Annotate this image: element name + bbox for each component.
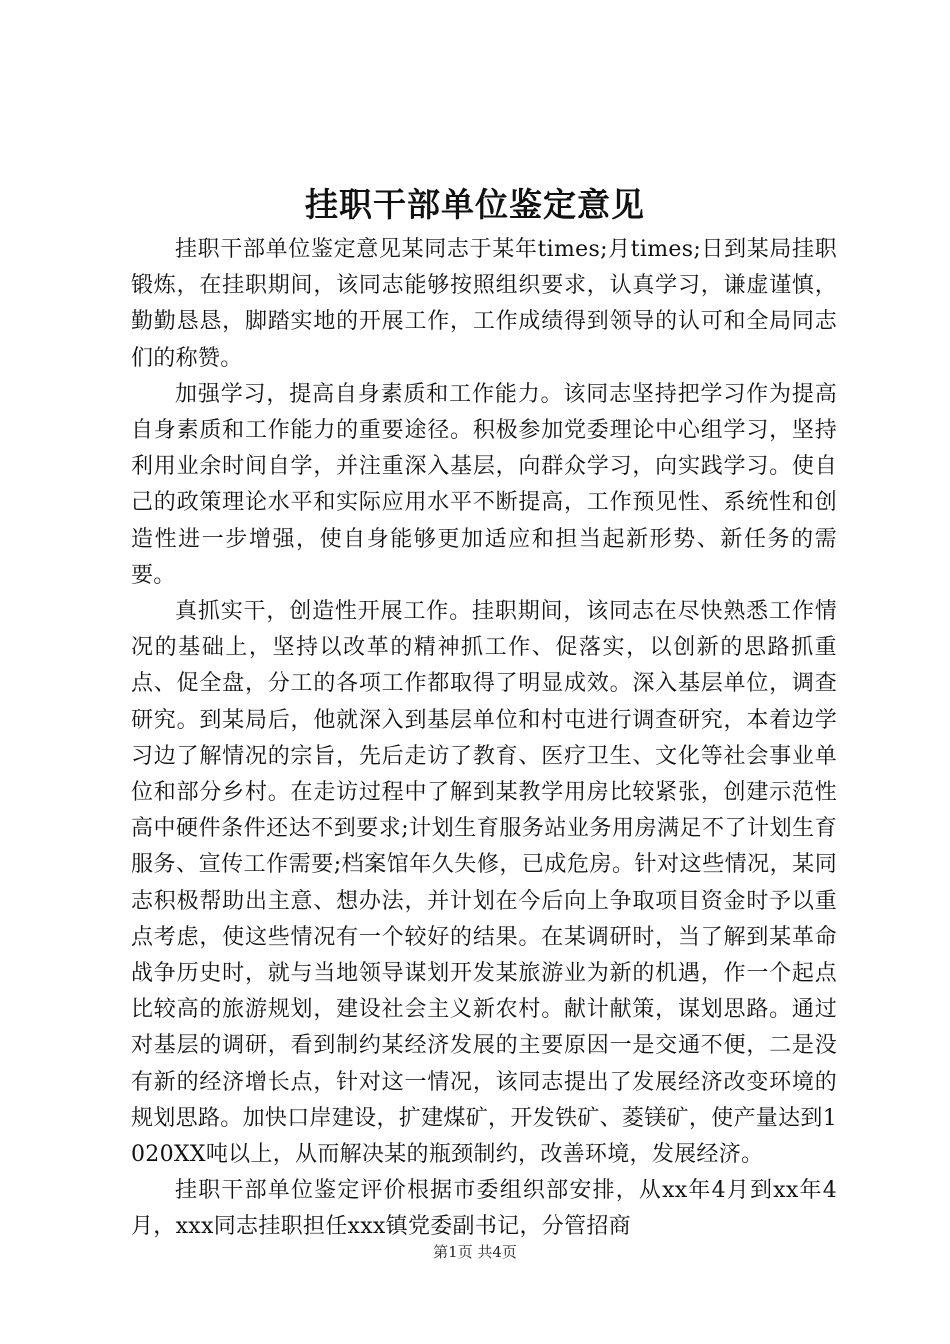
body-paragraph-3: 真抓实干，创造性开展工作。挂职期间，该同志在尽快熟悉工作情况的基础上，坚持以改革的精神抓工作、促落实，以创新的思路抓重点、促全盘，分工的各项工作都取得了明显成效。深入基层单位，调查研究。到某局后，他就深入到基层单位和村屯进行调查研究，本着边学习边了解情况的宗旨，先后走访了教育、医疗卫生、文化等社会事业单位和部分乡村。在走访过程中了解到某教学用房比较紧张，创建示范性高中硬件条件还达不到要求;计划生育服务站业务用房满足不了计划生育服务、宣传工作需要;档案馆年久失修，已成危房。针对这些情况，某同志积极帮助出主意、想办法，并计划在今后向上争取项目资金时予以重点考虑，使这些情况有一个较好的结果。在某调研时，当了解到某革命战争历史时，就与当地领导谋划开发某旅游业为新的机遇，作一个起点比较高的旅游规划，建设社会主义新农村。献计献策，谋划思路。通过对基层的调研，看到制约某经济发展的主要原因一是交通不便，二是没有新的经济增长点，针对这一情况，该同志提出了发展经济改变环境的规划思路。加快口岸建设，扩建煤矿，开发铁矿、菱镁矿，使产量达到1020XX吨以上，从而解决某的瓶颈制约，改善环境，发展经济。 [131, 599, 837, 1168]
body-paragraph-1: 挂职干部单位鉴定意见某同志于某年times;月times;日到某局挂职锻炼，在挂职期间，该同志能够按照组织要求，认真学习，谦虚谨慎，勤勤恳恳，脚踏实地的开展工作，工作成绩得到领导的认可和全局同志们的称赞。 [131, 237, 837, 371]
page-number-footer: 第1页 共4页 [433, 1243, 517, 1261]
document-title: 挂职干部单位鉴定意见 [305, 185, 645, 224]
body-paragraph-4: 挂职干部单位鉴定评价根据市委组织部安排，从xx年4月到xx年4月，xxx同志挂职担任xxx镇党委副书记，分管招商 [131, 1178, 837, 1240]
body-paragraph-2: 加强学习，提高自身素质和工作能力。该同志坚持把学习作为提高自身素质和工作能力的重要途径。积极参加党委理论中心组学习，坚持利用业余时间自学，并注重深入基层，向群众学习，向实践学习。使自己的政策理论水平和实际应用水平不断提高，工作预见性、系统性和创造性进一步增强，使自身能够更加适应和担当起新形势、新任务的需要。 [131, 381, 837, 588]
document-body [131, 232, 837, 1246]
